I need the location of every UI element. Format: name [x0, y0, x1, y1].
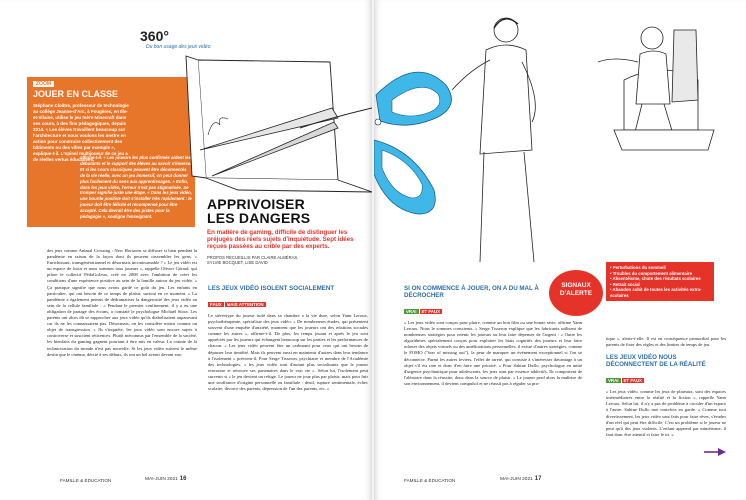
footer-magazine-left: FAMILLE & ÉDUCATION [60, 478, 112, 483]
zoom-intro: Stéphane Cloâtre, professeur de technologie au collège Jeanne-d'Arc, à Fougères, en Ille-et-Vilaine, utilise le jeu mère Minecraft dans ses cours, à des fins pédagogiques, depuis 2014. « Les élèves travaillent beaucoup sur l'architecture et nous voulons les mettre en action pour construire collectivement des bâtiments ou des villes par exemple », explique-t-il. L'opinel multijoueur de ce jeu a de réelles vertus éducatives, [33, 103, 129, 162]
zoom-label: ZOOM [33, 81, 54, 87]
next-page-arrow-icon [704, 448, 726, 456]
alert-item: • Perturbations du sommeil [610, 265, 666, 270]
article-deck: En matière de gaming, difficile de distinguer les préjugés des réels sujets d'inquiétude. Sept idées reçues passées au crible par des experts. [207, 229, 354, 251]
section-text-reality: « Les jeux vidéo, comme les jeux de plateaux, sont des espaces intermédiaires entre la réalité et la fiction », rappelle Yann Leroux. Selon lui, il n'y a pas de problème à circuler d'un espace à l'autre. Sabine Duflo met toutefois en garde. « Comme tout divertissement, les jeux vidéo sont faits pour faire rêver, s'évader d'un réel qui peut être difficile. C'est un problème si le joueur ne peut qu'à des jeux violents. L'enfant apprend par mimétisme, il faut donc être attentif et faire le tri. » [606, 389, 726, 437]
tag-mais-attention: MAIS ATTENTION [226, 302, 264, 307]
right-column-2 [606, 336, 726, 438]
section-number: 360° [140, 28, 169, 44]
section-text-isolation: Le stéréotype du joueur isolé dans sa chambre a la vie dure, selon Yann Leroux, psychothérapeute, spécialiste des jeux vidéo. « De nombreuses études, qui présentent souvent d'une enquête d'anxiété, montrent que les joueurs ont des relations sociales comme les autres », affirme-t-il. De plus, les temps jouant et après le jeu sont appréciés par les joueurs qui échangent beaucoup sur les parties et les performances de chacun. « Les jeux vidéo peuvent être un carburant pour ceux qui ont besoin de dépasser leur timidité. Mais ils peuvent aussi en maintenir d'autres dans leur tendance à l'isolement » prévient-il. Pour Serge Tisseron, psychiatre et membre de l'Académie des technologies, « les jeux vidéo sont d'autant plus socialisants que le joueur rencontre et retrouve ses partenaires dans le vrai vie ». Selon lui, l'isolement peut survenir si « le jeu devient un refuge. Le joueur ne joue plus par plaisir, mais pour fuir une souffrance d'origine personnelle ou familiale : deuil, rupture sentimentale, échec scolaire, divorce des parents, dépression de l'un des parents, etc. » [208, 313, 368, 392]
alert-item: • Abandon subit de toutes les activités extra-scolaires [610, 287, 702, 298]
section-title-addiction: SI ON COMMENCE À JOUER, ON A DU MAL À DÉCROCHER [404, 285, 539, 299]
folio-left [145, 476, 186, 482]
folio-right-label: MAI-JUIN 2021 [500, 477, 533, 482]
alert-title-line-2: D'ALERTE [559, 289, 593, 297]
credits-line-1: PROPOS RECUEILLIS PAR CLAIRE ALMÉRAS, [207, 254, 299, 260]
zoom-title: JOUER EN CLASSE [33, 89, 119, 99]
folio-right-page: 17 [534, 476, 542, 482]
tag-vrai: VRAI [608, 378, 619, 384]
section-text-addiction: « Les jeux vidéo sont conçus pour plaire, comme un bon film ou une bonne série, affirme Yann Leroux. Nous le sommes conscients. » Serge Tisseron explique que les fabricants utilisent de nombreuses stratégies pour retenir les joueurs ou leur faire dépenser de l'argent : « Outre les algorithmes spécialement conçus pour exploiter les biais cognitifs des joueurs et leur faire acheter des objets virtuels ou des améliorations personnelles, il existe d'autres stratégies, comme le FOMO ("fear of missing out"), la peur de manquer un événement exceptionnel si l'on se déconnecte. Parmi les autres leviers, l'effet de rareté, qui consiste à s'intéresser davantage à un objet s'il est rare et donc d'en faire une priorité. » Pour Sabine Duflo, psychologue en unité d'urgence psychiatrique pour adolescents, les jeux sont par essence addictifs. Ils comportent de l'aléatoire dans la réussite, donc dans la source de plaisir. « Le joueur perd alors la maîtrise de son environnement, il devient compulsif et ne réussit pas à réguler sa pra- [404, 320, 582, 386]
alert-item: • Retrait social [610, 281, 640, 287]
footer-magazine-right: FAMILLE & ÉDUCATION [404, 478, 456, 483]
section-subtitle: Du bon usage des jeux vidéo [146, 44, 211, 50]
alert-signals-badge [549, 270, 599, 318]
tag-faux: FAUX [210, 302, 222, 307]
right-column-2-top-text: tique », alerte-t-elle. Il est en conséquence primordial pour les parents de fixer des règles et des limites de temps de jeu. [606, 336, 726, 348]
alert-item: • Absentéisme, chute des résultats scolaires [610, 276, 701, 281]
folio-left-page: 16 [179, 476, 187, 482]
tag-vrai: VRAI [406, 309, 417, 314]
article-headline [207, 197, 367, 265]
scissors-and-people-illustration [374, 0, 746, 270]
tag-et-faux: ET FAUX [421, 309, 441, 314]
section-title-isolation: LES JEUX VIDÉO ISOLENT SOCIALEMENT [208, 285, 335, 292]
folio-right [500, 476, 541, 482]
article-credits [207, 255, 367, 266]
headline-line-2: LES DANGERS [207, 210, 311, 226]
headline-line-1: APPRIVOISER [207, 196, 305, 212]
alert-signals-title [549, 270, 603, 316]
right-page [374, 0, 746, 500]
zoom-body: affirme-t-il. « Les joueurs les plus confirmés aident les débutants et le support des élèves au savoir s'inverse. Et si les cours classiques peuvent être déconnectés de la vie réelle, avec un jeu immersif, on peut donner plus facilement du sens aux apprentissages. » Enfin, dans les jeux vidéo, l'erreur n'est pas stigmatisée. Se tromper signifie juste une étape. « Dans les jeux vidéo, une bourde positive doit s'installer très rapidement : le joueur doit être félicité et récompensé pour être accepté. Cela devrait être des pistes pour la pédagogie », souligne l'enseignant. [80, 155, 192, 220]
credits-line-2: SYLVIE BOCQUET, LISE DAVID [207, 260, 268, 266]
folio-left-label: MAI-JUIN 2021 [145, 477, 178, 482]
scissors-illustration [0, 0, 372, 200]
tag-et-faux: ET FAUX [623, 378, 643, 384]
section-title-reality: LES JEUX VIDÉO NOUS DÉCONNECTENT DE LA RÉALITÉ [606, 354, 706, 369]
alert-signals-list [606, 262, 714, 301]
left-column-1-text: des jeux comme Animal Crossing : New Horizons se diffuser si bien pendant la pandémie en raison de la façon dont ils peuvent rassembler les gens. » Enrichissant, transgénérationnel et désormais incontournable ? « Le jeu vidéo est un espace de loisir et nous sommes tous joueurs », rappelle Olivier Gérard, qui pilote le collectif PédaGoJeux, créé en 2008 avec l'ambition de créer les conditions d'une expérience positive au sein de la famille autour du jeu vidéo. « Ça pratique signifie que nous avons gardé ce goût du jeu. Les enfants en particulier, qui ont besoin de ce temps de plaisir, surtout en ce moment. » La pandémie a également permis de dédramatiser la dangerosité des jeux vidéo au sein de la cellule familiale : « Pendant le premier confinement, il y a eu une obligation de partage des écrans, a constaté le psychologue Michaël Stora. Les parents ont alors dû se rapprocher aux jeux vidéo qu'ils diabolisaient auparavant car ils ne les connaissaient pas. Désormais, on les considère moins comme un objet de transgression. » Ils s'inquiète, les jeux vidéo sont encore sujets à controverse et suscitent réticences. Plutôt méconnus par l'ensemble de la société, les bienfaits du gaming gagnent pourtant à être mis en valeur. La crainte de la technicisation du monde n'est pas nouvelle. Si les jeux vidéo suivent le même destin que le cinéma, décrié à ses débuts, ils ont un bel avenir devant eux. [47, 248, 197, 357]
left-column-1 [47, 248, 197, 358]
alert-item: • Troubles du comportement alimentaire [610, 270, 692, 276]
alert-title-line-1: SIGNAUX [561, 282, 591, 289]
left-column-2 [208, 285, 368, 392]
left-page [0, 0, 372, 500]
